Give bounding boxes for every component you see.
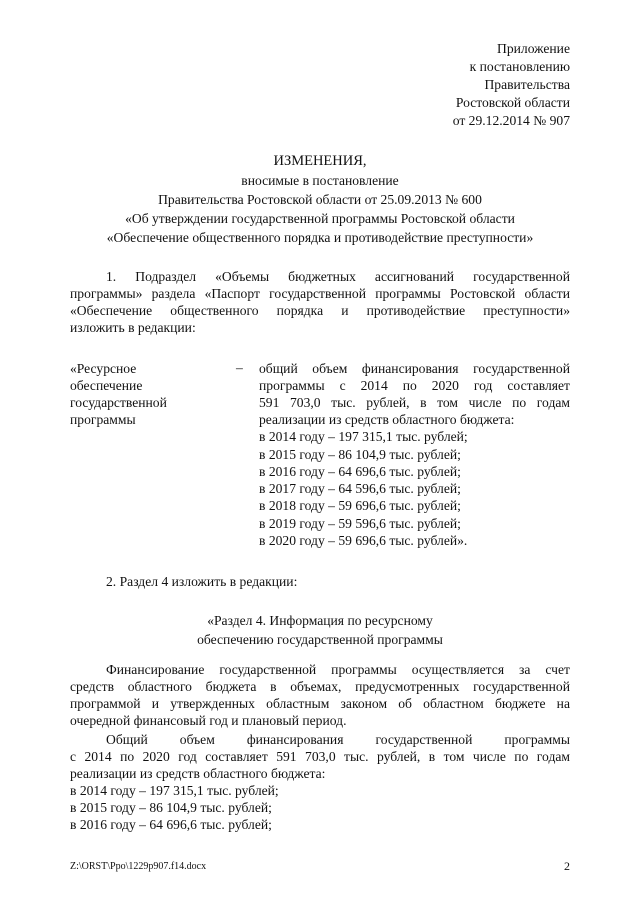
year-line: в 2015 году – 86 104,9 тыс. рублей; <box>70 800 272 815</box>
financing-paragraph <box>70 661 570 729</box>
paragraph-line: программой и утвержденных областным законом об областном бюджете на <box>70 696 570 711</box>
item1-line: 1. Подраздел «Объемы бюджетных ассигнований государственной <box>106 269 570 284</box>
resource-year-line: в 2014 году – 197 315,1 тыс. рублей; <box>259 429 468 445</box>
paragraph-line: с 2014 по 2020 год составляет 591 703,0 тыс. рублей, в том числе по годам <box>70 749 570 764</box>
resource-year-line: в 2015 году – 86 104,9 тыс. рублей; <box>259 446 461 462</box>
document-title <box>0 152 640 247</box>
paragraph-line: Общий объем финансирования государственной программы <box>106 732 570 747</box>
section4-title-line: обеспечению государственной программы <box>197 632 443 647</box>
title-line: Правительства Ростовской области от 25.09.2013 № 600 <box>158 192 482 207</box>
resource-label-line: программы <box>70 412 136 427</box>
appendix-line: от 29.12.2014 № 907 <box>452 113 570 128</box>
resource-text-line: 591 703,0 тыс. рублей, в том числе по годам <box>259 395 570 410</box>
year-line: в 2014 году – 197 315,1 тыс. рублей; <box>70 783 279 798</box>
paragraph-line: средств областного бюджета в объемах, предусмотренных государственной <box>70 679 570 694</box>
resource-label <box>70 360 220 428</box>
resource-year-line: в 2017 году – 64 596,6 тыс. рублей; <box>259 481 461 497</box>
resource-year-line: в 2019 году – 59 596,6 тыс. рублей; <box>259 515 461 531</box>
total-volume-paragraph <box>70 731 570 833</box>
appendix-line: Приложение <box>497 41 570 56</box>
title-line: «Обеспечение общественного порядка и противодействие преступности» <box>106 230 534 245</box>
resource-description <box>259 360 570 549</box>
resource-text-line: общий объем финансирования государственной <box>259 361 570 376</box>
appendix-line: к постановлению <box>469 59 570 74</box>
paragraph-line: Финансирование государственной программы осуществляется за счет <box>106 662 570 677</box>
section4-title <box>0 611 640 649</box>
resource-label-line: обеспечение <box>70 378 143 393</box>
item1-line: программы» раздела «Паспорт государственной программы Ростовской области <box>70 286 570 301</box>
title-line: «Об утверждении государственной программы Ростовской области <box>125 211 515 226</box>
resource-text-line: программы с 2014 по 2020 год составляет <box>259 378 570 393</box>
resource-year-line: в 2018 году – 59 696,6 тыс. рублей; <box>259 498 461 514</box>
section4-title-line: «Раздел 4. Информация по ресурсному <box>207 613 433 628</box>
resource-label-line: государственной <box>70 395 167 410</box>
resource-year-line: в 2020 году – 59 696,6 тыс. рублей». <box>259 533 468 549</box>
resource-dash: – <box>236 360 243 375</box>
item1-line: изложить в редакции: <box>70 320 196 335</box>
paragraph-line: очередной финансовый год и плановый период. <box>70 713 347 728</box>
title-line: вносимые в постановление <box>241 173 399 188</box>
appendix-block <box>350 40 570 130</box>
year-line: в 2016 году – 64 696,6 тыс. рублей; <box>70 817 272 832</box>
footer-file-path: Z:\ORST\Ppo\1229p907.f14.docx <box>70 861 207 872</box>
resource-year-line: в 2016 году – 64 696,6 тыс. рублей; <box>259 463 461 479</box>
appendix-line: Правительства <box>484 77 570 92</box>
appendix-line: Ростовской области <box>455 95 570 110</box>
title-heading: ИЗМЕНЕНИЯ, <box>273 153 367 169</box>
paragraph-line: реализации из средств областного бюджета: <box>70 766 326 781</box>
resource-text-line: реализации из средств областного бюджета: <box>259 412 515 427</box>
item1-line: «Обеспечение общественного порядка и противодействие преступности» <box>70 303 570 318</box>
resource-label-line: «Ресурсное <box>70 361 137 376</box>
item1-paragraph <box>70 268 570 336</box>
item2-line: 2. Раздел 4 изложить в редакции: <box>106 574 298 589</box>
page-number: 2 <box>564 859 570 873</box>
